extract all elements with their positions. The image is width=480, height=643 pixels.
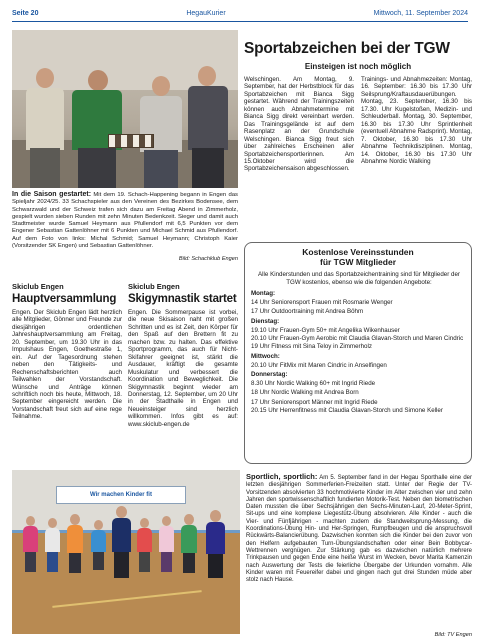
schedule-title <box>245 247 471 267</box>
sports-text-col1: Welschingen. Am Montag, 9. September, hat der Herbstblock für das Sportabzeichen mit Bianca Sigg gestartet. Während der Trainingszeiten können auch Abnahmetermine mit Bianca Sigg direkt vereinbart werden. Das Trainingsgelände ist auf dem Rasenplatz an der Grundschule Welschingen. Bianca Sigg freut sich über zahlreiches Erscheinen aller Sportabzeichensportlerinnen. Am 15.Oktober wird die Sportabzeichensaison abgeschlossen. <box>244 76 354 173</box>
schedule-title-line2: für TGW Mitglieder <box>319 257 397 267</box>
sports-headline: Sportabzeichen bei der TGW <box>244 40 450 57</box>
schedule-item: 20.10 Uhr FitMix mit Maren Cindric in Anselfingen <box>251 361 387 369</box>
schedule-item: 19.10 Uhr Frauen-Gym 50+ mit Angelika Wikenhauser <box>251 326 400 334</box>
schedule-item: 17 Uhr Outdoortraining mit Andrea Böhm <box>251 308 364 316</box>
schedule-intro: Alle Kinderstunden und das Sportabzeichentraining sind für Mitglieder der TGW kostenlos, ebenso wie die folgenden Angebote: <box>258 271 460 286</box>
issue-date: Mittwoch, 11. September 2024 <box>373 10 468 17</box>
skiclub-kicker-1: Skiclub Engen <box>12 282 64 291</box>
skiclub-headline-2: Skigymnastik startet <box>128 293 237 305</box>
chess-caption-text: Mit dem 19. Schach-Happening begann in Engen das Spieljahr 2024/25. 33 Schachspieler aus den Vereinen des Bezirkes Bodensee, dem Schwarzwald und der Schweiz trafen sich dazu am Freitag Abend in Zimmerholz, gespielt wurden sieben Runden mit zehn Minuten Bedenkzeit. Sieger und damit auch Stadtmeister wurde Samuel Heymann aus Pfullendorf mit 6,5 Punkten vor dem Engener Sebastian Gattenlöhner mit 6 Punkten und Michael Schmid aus Pfullendorf. Auf dem Foto von links: Michal Schmid; Samuel Heymann; Christoph Kaier (Vorsitzender SK Engen) und Sebastian Gattenlöhner. <box>12 192 238 250</box>
schedule-day: Montag: <box>251 290 276 297</box>
skiclub-text-2: Engen. Die Sommerpause ist vorbei, die neue Skisaison naht mit großen Schritten und es ist Zeit, den Körper für den Spaß auf den Brettern fit zu machen bzw. zu halten. Das effektive Sportprogramm, das auch für Nicht-Skifahrer geeignet ist, stärkt die Ausdauer, kräftigt die gesamte Muskulatur und verbessert die Koordination und Beweglichkeit. Die Skigymnastik beginnt wieder am Donnerstag, 12. September, um 20 Uhr in der Stadthalle in Engen und Neueinsteiger sind herzlich willkommen. Infos gibt es auf: www.skiclub-engen.de <box>128 309 238 428</box>
chess-group-photo <box>12 30 238 188</box>
page-number: Seite 20 <box>12 10 39 17</box>
schedule-item: 14 Uhr Seniorensport Frauen mit Rosmarie Wenger <box>251 299 393 307</box>
schedule-item: 18 Uhr Nordic Walking mit Andrea Born <box>251 389 359 397</box>
kids-article-lead: Sportlich, sportlich: <box>246 472 318 481</box>
chess-photo-credit: Bild: Schachklub Engen <box>178 256 238 262</box>
chess-caption-lead: In die Saison gestartet: <box>12 191 92 198</box>
membership-schedule-box <box>244 242 472 464</box>
schedule-day: Mittwoch: <box>251 352 280 360</box>
kids-gym-photo <box>12 470 240 634</box>
schedule-title-line1: Kostenlose Vereinsstunden <box>302 247 414 257</box>
gym-banner: Wir machen Kinder fit <box>56 486 186 504</box>
schedule-item: 17 Uhr Seniorensport Männer mit Ingrid Riede <box>251 398 378 406</box>
skiclub-headline-1: Hauptversammlung <box>12 293 117 305</box>
schedule-list <box>251 289 469 414</box>
schedule-day: Dienstag: <box>251 317 280 325</box>
schedule-item: 8.30 Uhr Nordic Walking 60+ mit Ingrid Riede <box>251 380 376 388</box>
schedule-item: 20.15 Uhr Herrenfitness mit Claudia Glavan-Storch und Simone Keller <box>251 406 443 414</box>
schedule-item: 19 Uhr Fitness mit Sina Teloy in Zimmerholz <box>251 343 372 351</box>
kids-article <box>246 473 472 584</box>
newspaper-name: HegauKurier <box>186 10 226 17</box>
sports-text-col2: Trainings- und Abnahmezeiten: Montag, 16. September: 16.30 bis 17.30 Uhr Seilsprung/Kraftausdauerübungen. Montag, 23. September, 16.30 bis 17.30. Uhr Kugelstoßen, Medizin- und Schleuderball. Montag, 30. September, 16.30 bis 17.30 Uhr Sprintlenheit (eventuell Abnahme Radsprint). Montag, 7. Oktober, 16.30 bis 17.30 Uhr Abnahme Technikdisziplinen. Montag, 14. Oktober, 16.30 bis 17.30 Uhr Abnahme Nordic Walking <box>361 76 472 165</box>
sports-subheadline: Einsteigen ist noch möglich <box>304 62 412 71</box>
schedule-day: Donnerstag: <box>251 371 288 379</box>
kids-photo-credit: Bild: TV Engen <box>434 632 472 638</box>
skiclub-kicker-2: Skiclub Engen <box>128 282 180 291</box>
skiclub-text-1: Engen. Der Skiclub Engen lädt herzlich alle Mitglieder, Gönner und Freunde zur diesjährigen ordentlichen Jahreshauptversammlung am Freitag, 20. September, um 19.30 Uhr in das Impulshaus Engen, Goethestraße 1, ein. Auf der Tagesordnung stehen neben den Tätigkeits- und Rechenschaftsberichten auch Teilwahlen der Vorstandschaft. Wünsche und Anträge können schriftlich noch bis heute, Mittwoch, 18. September eingereicht werden. Die Vorstandschaft freut sich auf eine rege Teilnahme. <box>12 309 122 421</box>
page-header <box>12 8 468 22</box>
chess-caption <box>12 191 238 250</box>
kids-article-text: Am 5. September fand in der Hegau Sporthalle eine der letzten diesjährigen Sommerferien-Freizeiten statt. Unter der Regie der TV-Vorsitzenden absolvierten 33 hochmotivierte Kinder im Alter zwischen vier und zehn Jahren den sportwissenschaftlich fundierten Motorik-Test. Neben den biometrischen Daten mussten die über Sechsjährigen den Sechs-Minuten-Lauf, 20-Meter-Sprint, Sit-ups und eine komplexe Liegestütz-Übung absolvieren. Alle Kinder - auch die Vier- und Fünfjährigen - machten zudem die Standweitsprung-Messung, die Koordinations-Übung Hin- und Her-Springen, Rumpfbeugen und die anspruchsvoll Rückwärts-Balancierübung. Dazwischen konnten sich die Kinder bei den zuvor von den Helfern aufgebauten Turn-Übungslandschaften oder einer Bein Bobbycar-Wettrennen vergnügen. Zur Stärkung gab es dazwischen natürlich mehrere Trinkpausen und gegen Ende eine heiße Wurst im Wecken, bevor Marita Kamenzin nach Auswertung der Tests die feierliche Übergabe der Urkunden vornahm. Alle Kinder waren mit Feuereifer dabei und gingen nach gut drei Stunden müde aber stolz nach Hause. <box>246 475 472 584</box>
schedule-item: 20.10 Uhr Frauen-Gym Aerobic mit Claudia Glavan-Storch und Maren Cindric <box>251 335 464 343</box>
